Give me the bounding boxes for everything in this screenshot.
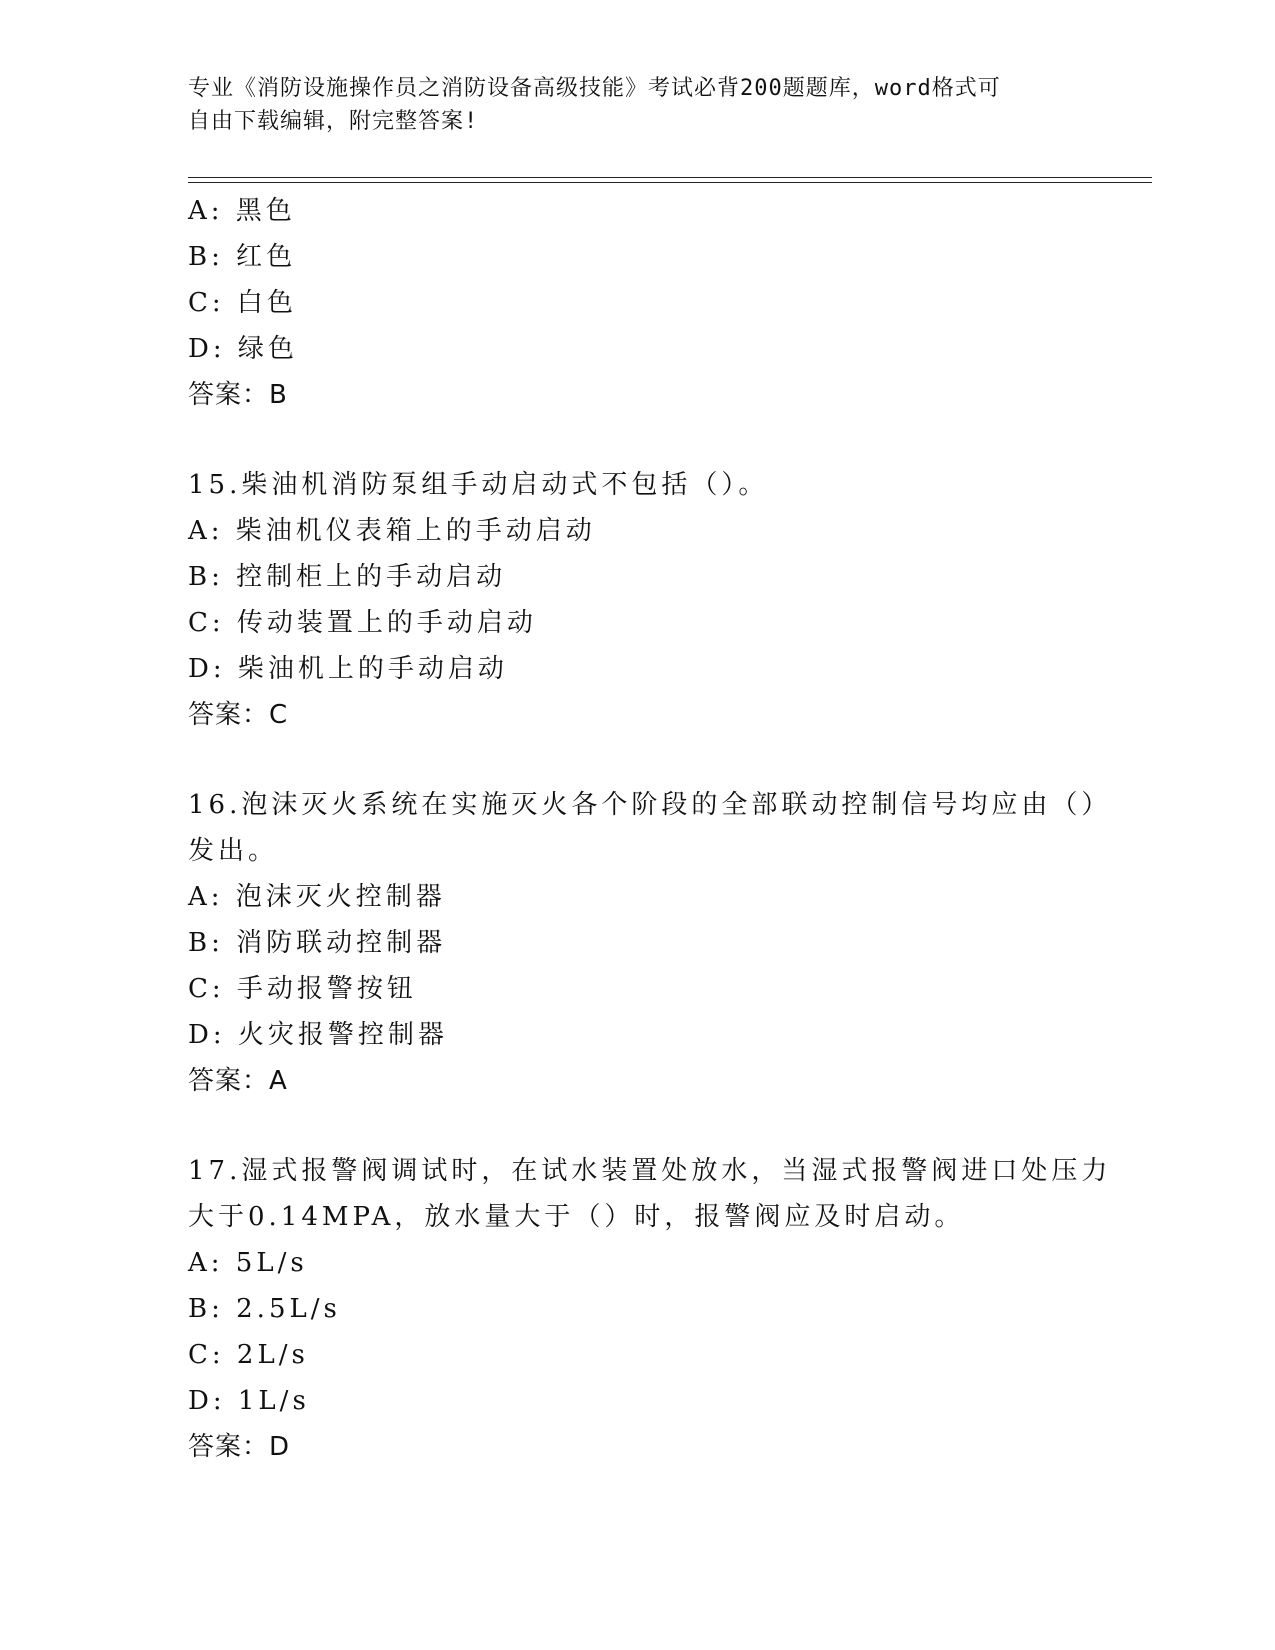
header-divider-top: [188, 177, 1152, 178]
question-block-17: [188, 1148, 1112, 1470]
option-b: B: 消防联动控制器: [188, 928, 447, 958]
question-block-16: [188, 782, 1112, 1104]
question-stem: 17.湿式报警阀调试时，在试水装置处放水，当湿式报警阀进口处压力: [188, 1156, 1112, 1186]
option-b: B: 控制柜上的手动启动: [188, 562, 507, 592]
question-stem-continued: 大于0.14MPA，放水量大于（）时，报警阀应及时启动。: [188, 1202, 965, 1232]
option-d: D: 1L/s: [188, 1386, 310, 1416]
question-block-15: [188, 462, 1088, 738]
option-d: D: 柴油机上的手动启动: [188, 654, 508, 684]
question-stem: 16.泡沫灭火系统在实施灭火各个阶段的全部联动控制信号均应由（）: [188, 790, 1112, 820]
option-a: A: 黑色: [188, 196, 296, 226]
option-a: A: 柴油机仪表箱上的手动启动: [188, 516, 596, 546]
option-c: C: 白色: [188, 288, 297, 318]
question-block-14: [188, 188, 1088, 418]
page-header: [188, 72, 1068, 138]
option-d: D: 绿色: [188, 334, 298, 364]
header-line-2: 自由下载编辑，附完整答案!: [188, 109, 479, 134]
question-stem: 15.柴油机消防泵组手动启动式不包括（）。: [188, 470, 769, 500]
option-b: B: 2.5L/s: [188, 1294, 341, 1324]
answer-line: 答案：B: [188, 380, 288, 410]
header-line-1: 专业《消防设施操作员之消防设备高级技能》考试必背200题题库，word格式可: [188, 76, 1001, 101]
answer-line: 答案：C: [188, 700, 289, 730]
option-d: D: 火灾报警控制器: [188, 1020, 448, 1050]
question-stem-continued: 发出。: [188, 836, 279, 866]
option-c: C: 2L/s: [188, 1340, 309, 1370]
option-a: A: 泡沫灭火控制器: [188, 882, 446, 912]
option-c: C: 传动装置上的手动启动: [188, 608, 537, 638]
answer-line: 答案：D: [188, 1432, 291, 1462]
option-a: A: 5L/s: [188, 1248, 308, 1278]
answer-line: 答案：A: [188, 1066, 288, 1096]
option-c: C: 手动报警按钮: [188, 974, 417, 1004]
document-body: [188, 188, 1112, 1470]
option-b: B: 红色: [188, 242, 297, 272]
header-divider-bottom: [188, 182, 1152, 183]
